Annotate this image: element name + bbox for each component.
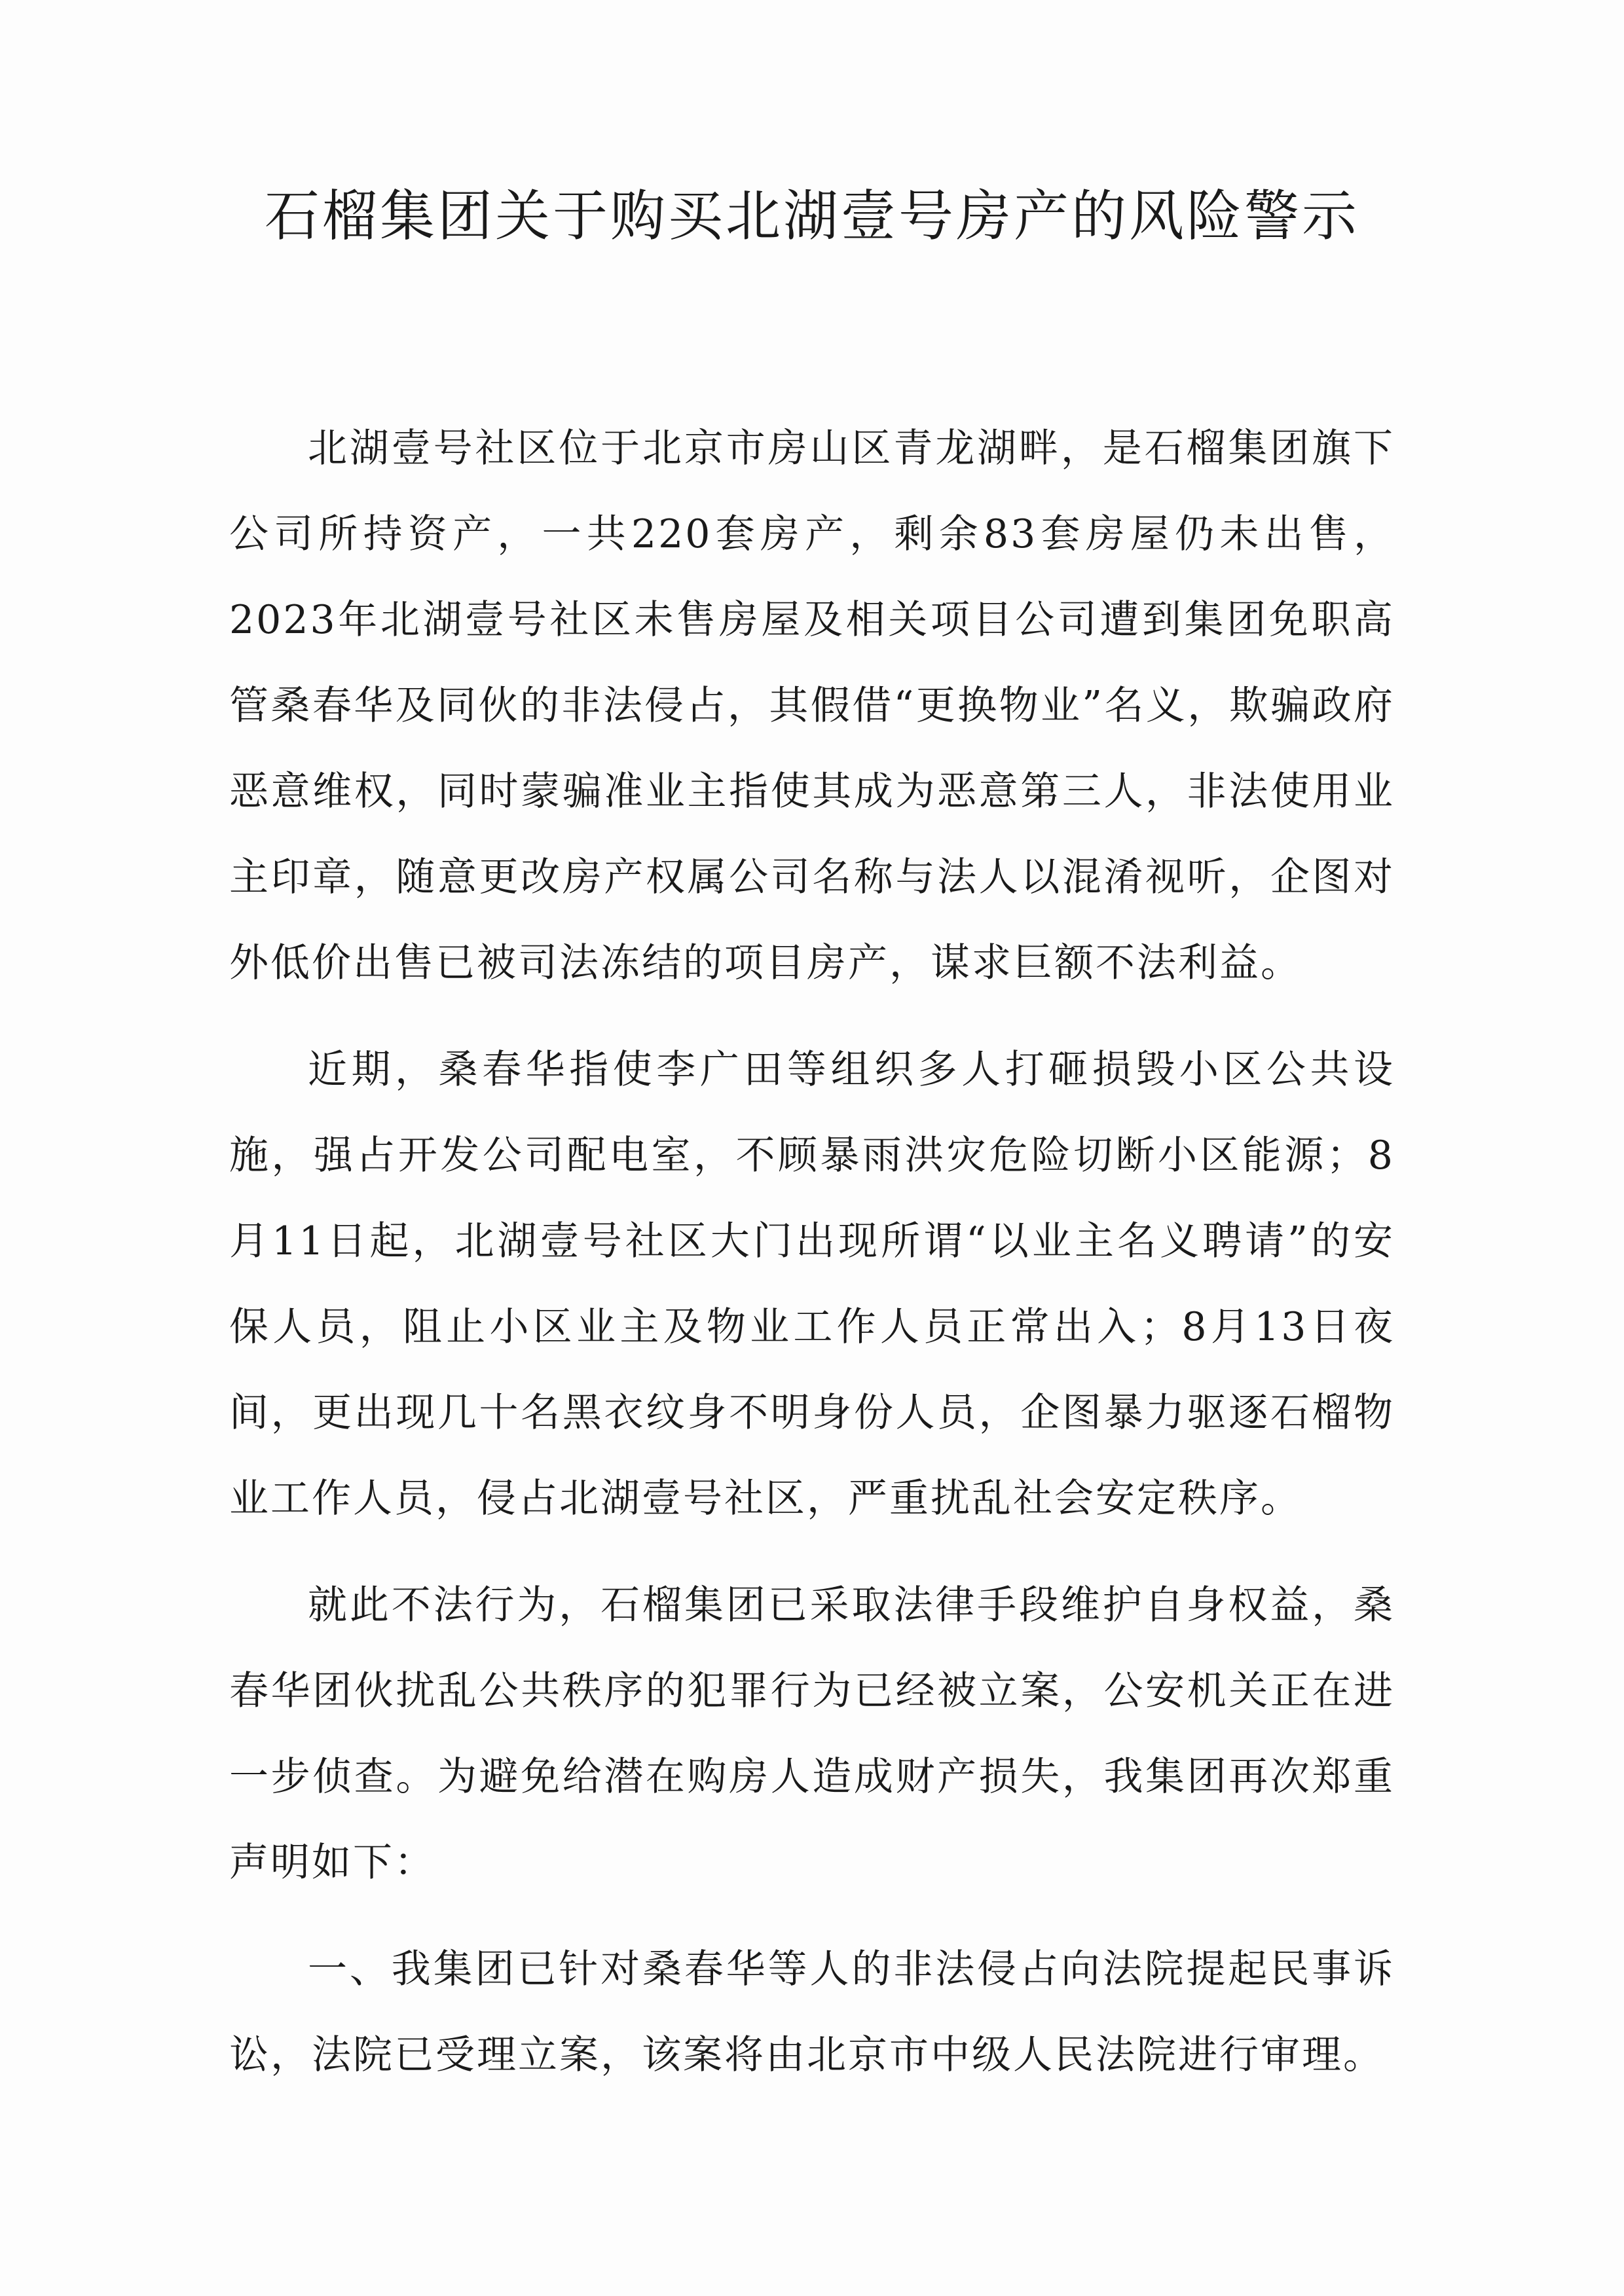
paragraph-1: 北湖壹号社区位于北京市房山区青龙湖畔，是石榴集团旗下公司所持资产，一共220套房产，剩余83套房屋仍未出售，2023年北湖壹号社区未售房屋及相关项目公司遭到集团免职高管桑春华及同伙的非法侵占，其假借“更换物业”名义，欺骗政府恶意维权，同时蒙骗准业主指使其成为恶意第三人，非法使用业主印章，随意更改房产权属公司名称与法人以混淆视听，企图对外低价出售已被司法冻结的项目房产，谋求巨额不法利益。 bbox=[229, 426, 1395, 986]
paragraph-4: 一、我集团已针对桑春华等人的非法侵占向法院提起民事诉讼，法院已受理立案，该案将由北京市中级人民法院进行审理。 bbox=[229, 1946, 1395, 2078]
document-title: 石榴集团关于购买北湖壹号房产的风险警示 bbox=[264, 184, 1359, 248]
paragraph-3: 就此不法行为，石榴集团已采取法律手段维护自身权益，桑春华团伙扰乱公共秩序的犯罪行为已经被立案，公安机关正在进一步侦查。为避免给潜在购房人造成财产损失，我集团再次郑重声明如下： bbox=[229, 1582, 1395, 1886]
document-body bbox=[229, 406, 1395, 2119]
paragraph-2: 近期，桑春华指使李广田等组织多人打砸损毁小区公共设施，强占开发公司配电室，不顾暴雨洪灾危险切断小区能源；8月11日起，北湖壹号社区大门出现所谓“以业主名义聘请”的安保人员，阻止小区业主及物业工作人员正常出入；8月13日夜间，更出现几十名黑衣纹身不明身份人员，企图暴力驱逐石榴物业工作人员，侵占北湖壹号社区，严重扰乱社会安定秩序。 bbox=[229, 1047, 1395, 1522]
